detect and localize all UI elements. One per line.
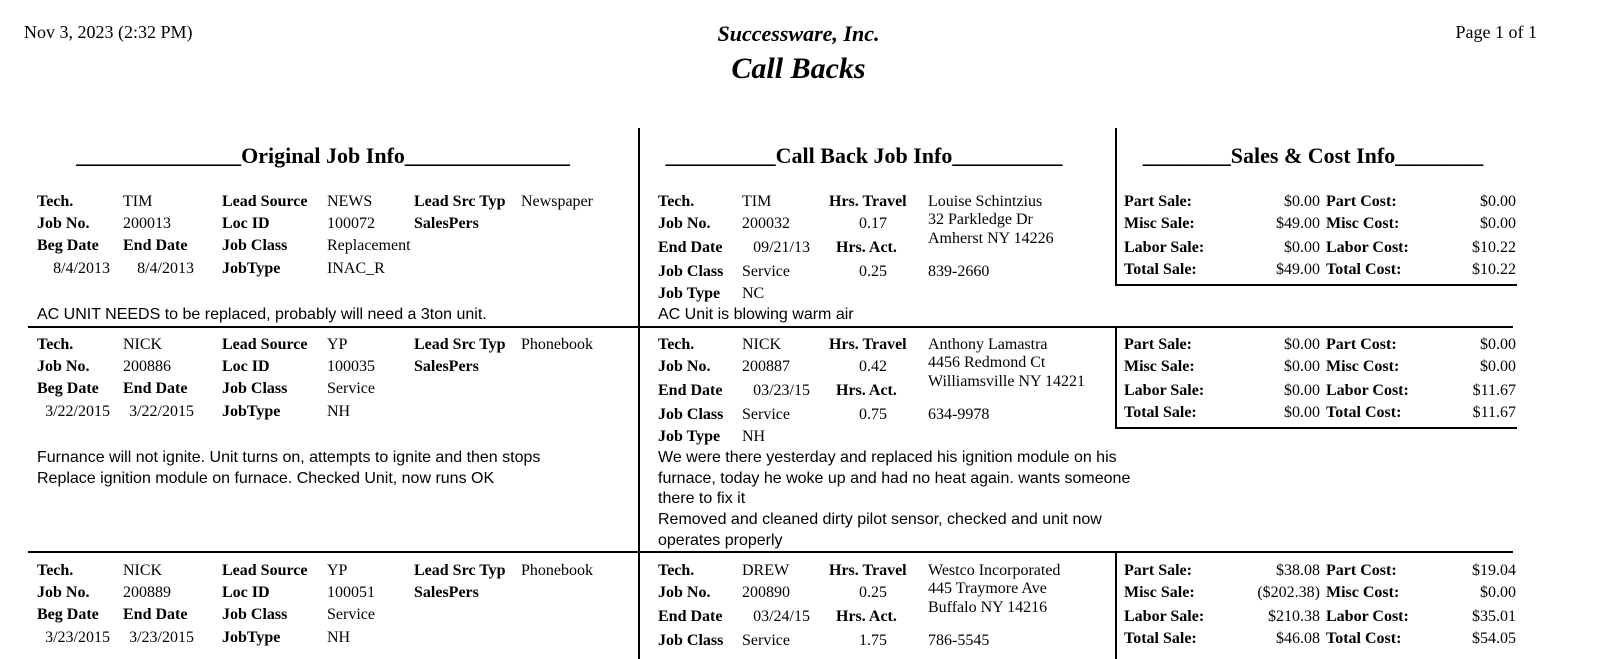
cb-hrs-travel: 0.17	[859, 215, 887, 232]
cb-hrs-act: 0.25	[859, 263, 887, 280]
call-back-note: AC Unit is blowing warm air	[658, 306, 854, 323]
job-type-label: JobType	[222, 403, 281, 420]
page-number: Page 1 of 1	[1455, 22, 1537, 42]
original-job-note: AC UNIT NEEDS to be replaced, probably will need a 3ton unit.	[37, 306, 487, 323]
job-class-label: Job Class	[222, 380, 288, 397]
end-date-label: End Date	[658, 239, 723, 256]
beg-date-label: Beg Date	[37, 606, 99, 623]
tech-label: Tech.	[37, 562, 74, 579]
end-date-label: End Date	[123, 606, 188, 623]
report-title: Call Backs	[731, 52, 866, 85]
hrs-travel-label: Hrs. Travel	[829, 336, 907, 353]
job-type-label: JobType	[222, 629, 281, 646]
labor-cost-label: Labor Cost:	[1326, 239, 1409, 256]
orig-lead-src-typ: Phonebook	[521, 336, 593, 353]
total-sale-value: $0.00	[1284, 404, 1320, 421]
cb-job-no: 200032	[742, 215, 790, 232]
labor-sale-value: $0.00	[1284, 382, 1320, 399]
tech-label: Tech.	[37, 193, 74, 210]
labor-cost-value: $10.22	[1472, 239, 1516, 256]
labor-sale-value: $210.38	[1268, 608, 1320, 625]
orig-lead-source: YP	[327, 562, 348, 579]
orig-job-no: 200889	[123, 584, 171, 601]
hrs-travel-label: Hrs. Travel	[829, 193, 907, 210]
orig-job-type: INAC_R	[327, 260, 385, 277]
loc-id-label: Loc ID	[222, 358, 270, 375]
misc-cost-value: $0.00	[1480, 584, 1516, 601]
tech-label: Tech.	[37, 336, 74, 353]
job-class-label: Job Class	[222, 237, 288, 254]
total-sale-label: Total Sale:	[1124, 261, 1197, 278]
orig-beg-date: 8/4/2013	[53, 260, 110, 277]
customer-name: Westco Incorporated	[928, 562, 1061, 579]
job-no-label: Job No.	[658, 358, 711, 375]
part-sale-label: Part Sale:	[1124, 193, 1192, 210]
total-cost-value: $10.22	[1472, 261, 1516, 278]
orig-lead-src-typ: Phonebook	[521, 562, 593, 579]
call-back-note: furnace, today he woke up and had no heat again. wants someone	[658, 469, 1131, 487]
orig-loc-id: 100072	[327, 215, 375, 232]
part-cost-label: Part Cost:	[1326, 336, 1397, 353]
column-divider	[638, 128, 640, 659]
lead-src-typ-label: Lead Src Typ	[414, 562, 506, 579]
labor-cost-value: $35.01	[1472, 608, 1516, 625]
beg-date-label: Beg Date	[37, 237, 99, 254]
cb-job-no: 200890	[742, 584, 790, 601]
total-cost-label: Total Cost:	[1326, 261, 1402, 278]
customer-address-line2: Buffalo NY 14216	[928, 599, 1048, 616]
part-cost-value: $19.04	[1472, 562, 1516, 579]
orig-job-no: 200013	[123, 215, 171, 232]
tech-label: Tech.	[658, 336, 695, 353]
end-date-label: End Date	[658, 608, 723, 625]
misc-cost-label: Misc Cost:	[1326, 584, 1400, 601]
part-cost-label: Part Cost:	[1326, 193, 1397, 210]
orig-job-class: Replacement	[327, 237, 411, 254]
cb-job-no: 200887	[742, 358, 790, 375]
company-name: Successware, Inc.	[717, 21, 880, 46]
orig-lead-src-typ: Newspaper	[521, 193, 593, 210]
section-call-back-job-info: __________Call Back Job Info__________	[665, 143, 1063, 168]
job-no-label: Job No.	[37, 584, 90, 601]
job-class-label: Job Class	[658, 632, 724, 649]
customer-address-line1: 32 Parkledge Dr	[928, 211, 1033, 228]
job-type-label: Job Type	[658, 428, 721, 445]
hrs-act-label: Hrs. Act.	[836, 608, 897, 625]
sales-pers-label: SalesPers	[414, 215, 479, 232]
total-sale-label: Total Sale:	[1124, 630, 1197, 647]
cb-hrs-act: 1.75	[859, 632, 887, 649]
part-sale-value: $38.08	[1276, 562, 1320, 579]
misc-cost-value: $0.00	[1480, 358, 1516, 375]
total-cost-label: Total Cost:	[1326, 404, 1402, 421]
column-divider	[1115, 552, 1117, 659]
labor-cost-value: $11.67	[1472, 382, 1516, 399]
customer-phone: 786-5545	[928, 632, 990, 649]
column-divider	[1115, 327, 1117, 428]
job-no-label: Job No.	[37, 358, 90, 375]
labor-sale-label: Labor Sale:	[1124, 239, 1205, 256]
report-date: Nov 3, 2023 (2:32 PM)	[24, 22, 193, 42]
totals-rule	[1115, 284, 1517, 286]
part-cost-label: Part Cost:	[1326, 562, 1397, 579]
beg-date-label: Beg Date	[37, 380, 99, 397]
labor-sale-value: $0.00	[1284, 239, 1320, 256]
column-divider	[1115, 128, 1117, 285]
part-cost-value: $0.00	[1480, 193, 1516, 210]
orig-job-no: 200886	[123, 358, 171, 375]
cb-hrs-travel: 0.42	[859, 358, 887, 375]
misc-sale-value: ($202.38)	[1257, 584, 1320, 601]
orig-loc-id: 100035	[327, 358, 375, 375]
original-job-note: Furnance will not ignite. Unit turns on, attempts to ignite and then stops	[37, 449, 541, 466]
misc-sale-label: Misc Sale:	[1124, 358, 1195, 375]
total-cost-label: Total Cost:	[1326, 630, 1402, 647]
cb-job-class: Service	[742, 632, 790, 649]
lead-source-label: Lead Source	[222, 562, 308, 579]
job-type-label: JobType	[222, 260, 281, 277]
sales-pers-label: SalesPers	[414, 358, 479, 375]
customer-address-line1: 445 Traymore Ave	[928, 580, 1047, 597]
customer-address-line2: Williamsville NY 14221	[928, 373, 1085, 390]
misc-sale-label: Misc Sale:	[1124, 584, 1195, 601]
orig-tech: TIM	[123, 193, 153, 210]
labor-cost-label: Labor Cost:	[1326, 382, 1409, 399]
call-back-note: Removed and cleaned dirty pilot sensor, checked and unit now	[658, 511, 1102, 529]
tech-label: Tech.	[658, 193, 695, 210]
hrs-travel-label: Hrs. Travel	[829, 562, 907, 579]
orig-lead-source: NEWS	[327, 193, 373, 210]
part-sale-label: Part Sale:	[1124, 562, 1192, 579]
cb-job-type: NC	[742, 285, 765, 302]
misc-sale-value: $0.00	[1284, 358, 1320, 375]
cb-hrs-travel: 0.25	[859, 584, 887, 601]
loc-id-label: Loc ID	[222, 584, 270, 601]
cb-job-class: Service	[742, 406, 790, 423]
original-job-note: Replace ignition module on furnace. Checked Unit, now runs OK	[37, 470, 495, 487]
end-date-label: End Date	[658, 382, 723, 399]
orig-end-date: 8/4/2013	[137, 260, 194, 277]
job-type-label: Job Type	[658, 285, 721, 302]
orig-beg-date: 3/23/2015	[45, 629, 110, 646]
job-no-label: Job No.	[37, 215, 90, 232]
orig-tech: NICK	[123, 562, 163, 579]
total-sale-value: $46.08	[1276, 630, 1320, 647]
cb-end-date: 09/21/13	[753, 239, 810, 256]
total-sale-value: $49.00	[1276, 261, 1320, 278]
job-class-label: Job Class	[222, 606, 288, 623]
cb-job-type: NH	[742, 428, 766, 445]
customer-address-line1: 4456 Redmond Ct	[928, 354, 1046, 371]
misc-cost-value: $0.00	[1480, 215, 1516, 232]
total-cost-value: $11.67	[1472, 404, 1516, 421]
section-original-job-info: _______________Original Job Info_______________	[76, 143, 570, 168]
cb-tech: TIM	[742, 193, 772, 210]
job-class-label: Job Class	[658, 263, 724, 280]
labor-sale-label: Labor Sale:	[1124, 382, 1205, 399]
part-cost-value: $0.00	[1480, 336, 1516, 353]
call-back-note: operates properly	[658, 531, 783, 549]
orig-end-date: 3/22/2015	[129, 403, 194, 420]
total-sale-label: Total Sale:	[1124, 404, 1197, 421]
orig-tech: NICK	[123, 336, 163, 353]
lead-src-typ-label: Lead Src Typ	[414, 336, 506, 353]
hrs-act-label: Hrs. Act.	[836, 382, 897, 399]
lead-src-typ-label: Lead Src Typ	[414, 193, 506, 210]
end-date-label: End Date	[123, 380, 188, 397]
loc-id-label: Loc ID	[222, 215, 270, 232]
orig-lead-source: YP	[327, 336, 348, 353]
orig-beg-date: 3/22/2015	[45, 403, 110, 420]
misc-cost-label: Misc Cost:	[1326, 358, 1400, 375]
customer-phone: 634-9978	[928, 406, 990, 423]
call-back-note: there to fix it	[658, 490, 746, 508]
tech-label: Tech.	[658, 562, 695, 579]
cb-end-date: 03/23/15	[753, 382, 810, 399]
customer-address-line2: Amherst NY 14226	[928, 230, 1054, 247]
orig-loc-id: 100051	[327, 584, 375, 601]
orig-job-type: NH	[327, 403, 351, 420]
lead-source-label: Lead Source	[222, 193, 308, 210]
call-back-note: We were there yesterday and replaced his ignition module on his	[658, 449, 1117, 466]
labor-sale-label: Labor Sale:	[1124, 608, 1205, 625]
part-sale-value: $0.00	[1284, 336, 1320, 353]
misc-sale-label: Misc Sale:	[1124, 215, 1195, 232]
totals-rule	[1115, 427, 1517, 429]
part-sale-value: $0.00	[1284, 193, 1320, 210]
customer-name: Anthony Lamastra	[928, 336, 1048, 353]
orig-job-class: Service	[327, 380, 375, 397]
record-separator	[28, 326, 1513, 328]
misc-sale-value: $49.00	[1276, 215, 1320, 232]
cb-end-date: 03/24/15	[753, 608, 810, 625]
sales-pers-label: SalesPers	[414, 584, 479, 601]
cb-hrs-act: 0.75	[859, 406, 887, 423]
end-date-label: End Date	[123, 237, 188, 254]
cb-tech: DREW	[742, 562, 790, 579]
section-sales-cost-info: ________Sales & Cost Info________	[1142, 143, 1484, 168]
record-separator	[28, 551, 1513, 553]
orig-job-class: Service	[327, 606, 375, 623]
job-class-label: Job Class	[658, 406, 724, 423]
customer-phone: 839-2660	[928, 263, 990, 280]
job-no-label: Job No.	[658, 215, 711, 232]
hrs-act-label: Hrs. Act.	[836, 239, 897, 256]
lead-source-label: Lead Source	[222, 336, 308, 353]
misc-cost-label: Misc Cost:	[1326, 215, 1400, 232]
part-sale-label: Part Sale:	[1124, 336, 1192, 353]
total-cost-value: $54.05	[1472, 630, 1516, 647]
labor-cost-label: Labor Cost:	[1326, 608, 1409, 625]
orig-job-type: NH	[327, 629, 351, 646]
job-no-label: Job No.	[658, 584, 711, 601]
cb-tech: NICK	[742, 336, 782, 353]
cb-job-class: Service	[742, 263, 790, 280]
customer-name: Louise Schintzius	[928, 193, 1043, 210]
orig-end-date: 3/23/2015	[129, 629, 194, 646]
